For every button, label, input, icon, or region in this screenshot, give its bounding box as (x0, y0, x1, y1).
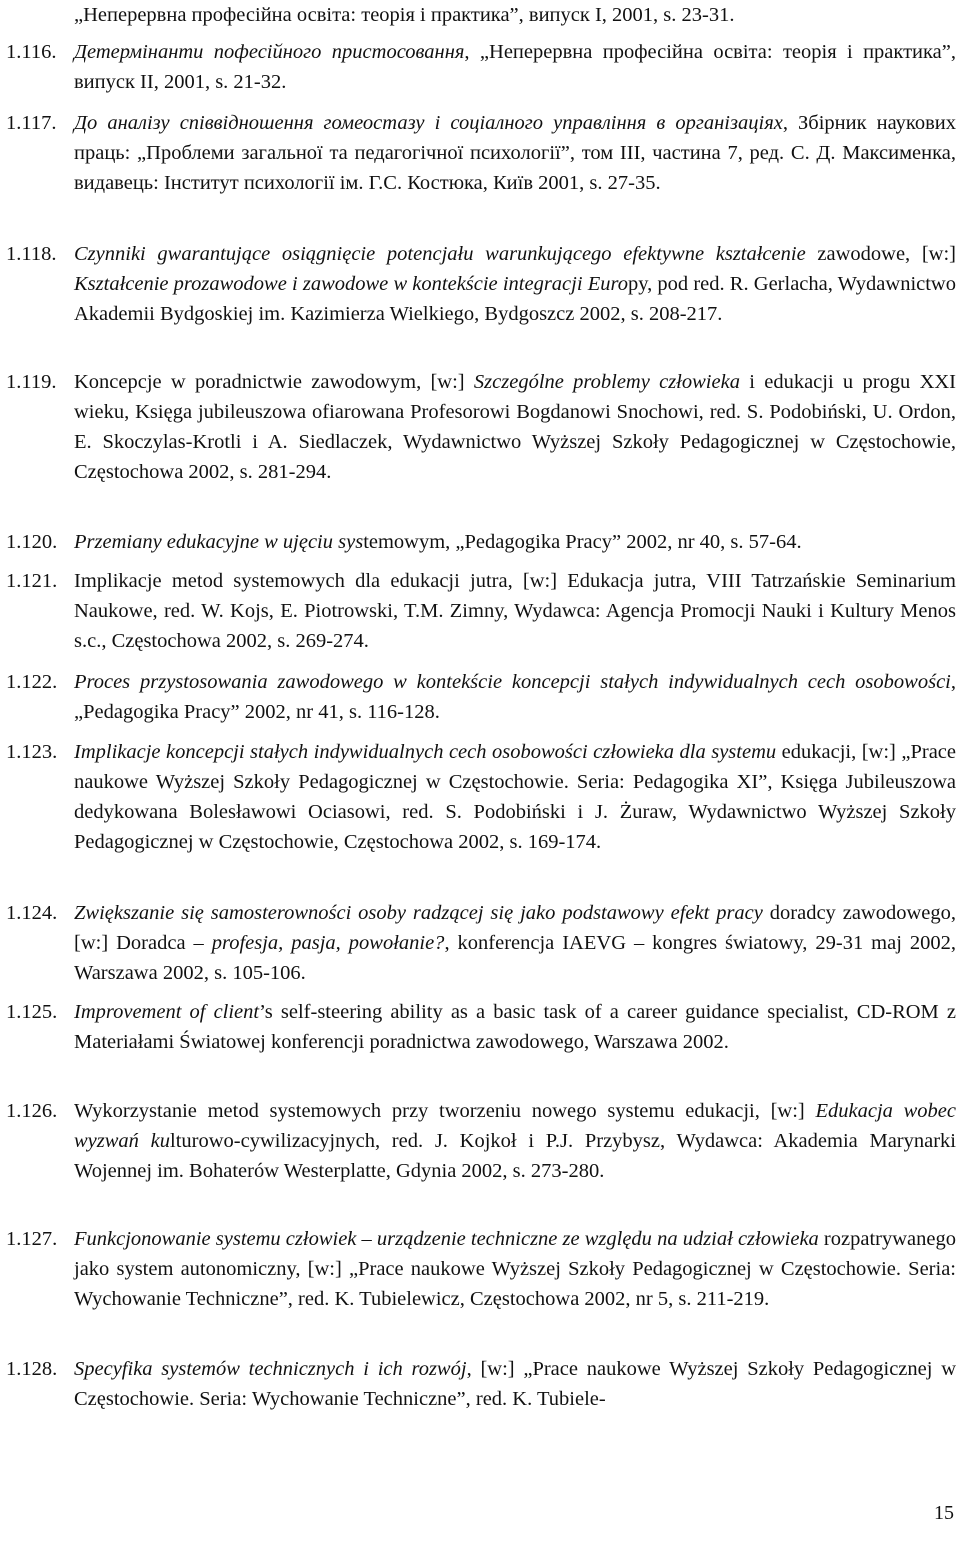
entry-source: , „Неперервна професійна освіта: теорія і практика”, випуск II, 2001, s. 21-32. (74, 41, 956, 93)
entry-source: ’s self-steering ability as a basic task of a career guidance specialist, CD-ROM z Materiałami Światowej konferencji poradnictwa zawodowego, Warszawa 2002. (74, 1001, 956, 1053)
entry-title: Czynniki gwarantujące osiągnięcie potencjału warunkującego efektywne kształcenie (74, 243, 806, 265)
entry-body (74, 108, 956, 198)
entry-number: 1.119. (6, 371, 57, 393)
entry-number: 1.122. (6, 671, 58, 693)
bibliography-entry-1-120 (6, 527, 956, 557)
entry-source: edukacji, [w:] „Prace naukowe Wyższej Szkoły Pedagogicznej w Częstochowie. Seria: Pedagogika XI”, Księga Jubileuszowa dedykowana Bolesławowi Ociasowi, red. S. Podobiński i J. Żuraw, Wydawnictwo Wyższej Szkoły Pedagogicznej w Częstochowie, Częstochowa 2002, s. 169-174. (74, 741, 956, 853)
entry-number: 1.117. (6, 112, 57, 134)
entry-title: Implikacje koncepcji stałych indywidualnych cech osobowości człowieka dla systemu (74, 741, 777, 763)
continuation-text (6, 0, 956, 30)
bibliography-entry-1-125 (6, 997, 956, 1057)
entry-title: Improvement of client (74, 1001, 260, 1023)
entry-number: 1.127. (6, 1228, 58, 1250)
entry-body (74, 667, 956, 727)
entry-source: , [w:] „Prace naukowe Wyższej Szkoły Pedagogicznej w Częstochowie. Seria: Wychowanie Techniczne”, red. K. Tubiele- (74, 1358, 956, 1410)
entry-collection-title: Szczególne problemy człowieka (473, 371, 740, 393)
entry-source: rozpatrywanego jako system autonomiczny, [w:] „Prace naukowe Wyższej Szkoły Pedagogicznej w Częstochowie. Seria: Wychowanie Techniczne”, red. K. Tubielewicz, Częstochowa 2002, nr 5, s. 211-219. (74, 1228, 956, 1310)
bibliography-entry-1-127 (6, 1224, 956, 1314)
bibliography-entry-1-116 (6, 37, 956, 97)
entry-text: Implikacje metod systemowych dla edukacji jutra, [w:] Edukacja jutra, VIII Tatrzańskie Seminarium Naukowe, red. W. Kojs, E. Piotrowski, T.M. Zimny, Wydawca: Agencja Promocji Nauki i Kultury Menos s.c., Częstochowa 2002, s. 269-274. (74, 570, 956, 652)
entry-title: Zwiększanie się samosterowności osoby radzącej się jako podstawowy efekt pracy (74, 902, 763, 924)
bibliography-entry-1-124 (6, 898, 956, 988)
bibliography-entry-1-118 (6, 239, 956, 329)
entry-number: 1.118. (6, 243, 57, 265)
entry-collection-title: Edukacja wobec wyzwań ku (74, 1100, 956, 1152)
bibliography-entry-1-121 (6, 566, 956, 656)
entry-body (74, 1354, 956, 1414)
entry-title: Specyfika systemów technicznych i ich rozwój (74, 1358, 467, 1380)
entry-source: , konferencja IAEVG – kongres światowy, 29-31 maj 2002, Warszawa 2002, s. 105-106. (74, 932, 956, 984)
entry-body (74, 239, 956, 329)
entry-number: 1.120. (6, 531, 58, 553)
entry-text: zawodowe, [w:] (805, 243, 957, 265)
entry-number: 1.126. (6, 1100, 58, 1122)
entry-body (74, 1224, 956, 1314)
entry-number: 1.116. (6, 41, 57, 63)
bibliography-entry-1-119 (6, 367, 956, 487)
entry-source: py, pod red. R. Gerlacha, Wydawnictwo Akademii Bydgoskiej im. Kazimierza Wielkiego, Bydgoszcz 2002, s. 208-217. (74, 273, 956, 325)
entry-text: Wykorzystanie metod systemowych przy tworzeniu nowego systemu edukacji, [w:] (74, 1100, 816, 1122)
bibliography-entry-1-117 (6, 108, 956, 198)
bibliography-entry-1-128 (6, 1354, 956, 1414)
entry-source: temowym, „Pedagogika Pracy” 2002, nr 40, s. 57-64. (363, 531, 802, 553)
entry-source: i edukacji u progu XXI wieku, Księga jubileuszowa ofiarowana Profesorowi Bogdanowi Snochowi, red. S. Podobiński, U. Ordon, E. Skoczylas-Krotli i A. Siedlaczek, Wydawnictwo Wyższej Szkoły Pedagogicznej w Częstochowie, Częstochowa 2002, s. 281-294. (74, 371, 957, 483)
entry-source: , Збірник наукових праць: „Проблеми загальної та педагогічної психології”, том III, частина 7, ред. С. Д. Максименка, видавець: Інститут психології ім. Г.С. Костюка, Київ 2001, s. 27-35. (74, 112, 956, 194)
entry-collection-title: profesja, pasja, powołanie? (211, 932, 445, 954)
entry-number: 1.123. (6, 741, 58, 763)
bibliography-entry-1-123 (6, 737, 956, 857)
bibliography-entry-1-126 (6, 1096, 956, 1186)
entry-number: 1.121. (6, 570, 58, 592)
entry-body (74, 1096, 956, 1186)
entry-body (74, 367, 956, 487)
entry-number: 1.125. (6, 1001, 58, 1023)
entry-text: doradcy zawodowego, [w:] Doradca – (74, 902, 956, 954)
continuation-line: „Неперервна професійна освіта: теорія і практика”, випуск I, 2001, s. 23-31. (74, 4, 735, 26)
page-number: 15 (934, 1502, 954, 1524)
entry-body (74, 898, 956, 988)
entry-title: Детермінанти пофесійного пристосовання (74, 41, 465, 63)
entry-body (74, 997, 956, 1057)
entry-body (74, 566, 956, 656)
bibliography-entry-1-122 (6, 667, 956, 727)
entry-number: 1.124. (6, 902, 58, 924)
entry-title: Funkcjonowanie systemu człowiek – urządzenie techniczne ze względu na udział człowieka (74, 1228, 819, 1250)
entry-title: Przemiany edukacyjne w ujęciu sys (74, 531, 364, 553)
entry-title: Proces przystosowania zawodowego w kontekście koncepcji stałych indywidualnych cech osobowości (74, 671, 951, 693)
entry-number: 1.128. (6, 1358, 58, 1380)
entry-source: lturowo-cywilizacyjnych, red. J. Kojkoł i P.J. Przybysz, Wydawca: Akademia Marynarki Wojennej im. Bohaterów Westerplatte, Gdynia 2002, s. 273-280. (74, 1130, 956, 1182)
entry-source: , „Pedagogika Pracy” 2002, nr 41, s. 116-128. (74, 671, 956, 723)
entry-title: До аналізу співвідношення гомеостазу і соціалного управління в організаціях (74, 112, 783, 134)
entry-text: Koncepcje w poradnictwie zawodowym, [w:] (74, 371, 474, 393)
entry-body (74, 737, 956, 857)
entry-collection-title: Kształcenie prozawodowe i zawodowe w kontekście integracji Euro (74, 273, 628, 295)
entry-body (74, 527, 956, 557)
entry-body (74, 37, 956, 97)
